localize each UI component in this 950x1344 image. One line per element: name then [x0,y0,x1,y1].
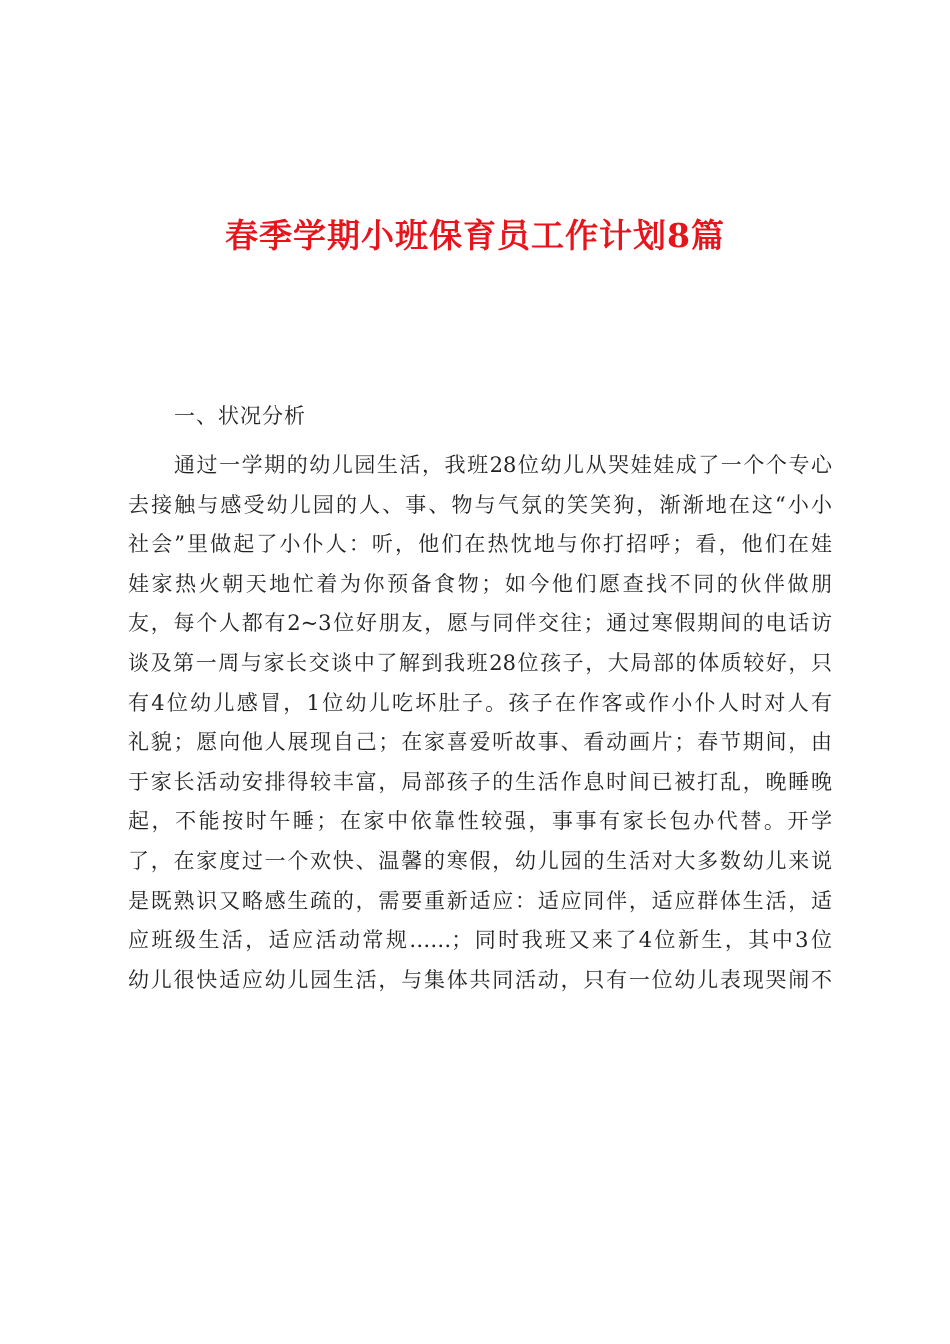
paragraph-line: 有4位幼儿感冒，1位幼儿吃坏肚子。孩子在作客或作小仆人时对人有 [128,690,832,715]
paragraph-line: 是既熟识又略感生疏的，需要重新适应：适应同伴，适应群体生活，适 [128,888,832,913]
document-title: 春季学期小班保育员工作计划8篇 [225,216,725,255]
section-heading: 一、状况分析 [174,404,306,428]
paragraph-line: 应班级生活，适应活动常规……；同时我班又来了4位新生，其中3位 [128,928,832,953]
paragraph-line: 通过一学期的幼儿园生活，我班28位幼儿从哭娃娃成了一个个专心 [174,453,832,477]
paragraph-line: 礼貌；愿向他人展现自己；在家喜爱听故事、看动画片；春节期间，由 [128,730,832,755]
paragraph-line: 友，每个人都有2~3位好朋友，愿与同伴交往；通过寒假期间的电话访 [128,611,832,636]
paragraph-line: 幼儿很快适应幼儿园生活，与集体共同活动，只有一位幼儿表现哭闹不 [128,967,832,992]
paragraph-line: 了，在家度过一个欢快、温馨的寒假，幼儿园的生活对大多数幼儿来说 [128,848,832,873]
paragraph-line: 去接触与感受幼儿园的人、事、物与气氛的笑笑狗，渐渐地在这“小小 [128,492,832,517]
paragraph-line: 于家长活动安排得较丰富，局部孩子的生活作息时间已被打乱，晚睡晚 [128,769,832,794]
paragraph-line: 社会”里做起了小仆人：听，他们在热忱地与你打招呼；看，他们在娃 [128,532,832,557]
body-paragraph [128,446,832,1000]
paragraph-line: 谈及第一周与家长交谈中了解到我班28位孩子，大局部的体质较好，只 [128,650,832,675]
paragraph-line: 娃家热火朝天地忙着为你预备食物；如今他们愿查找不同的伙伴做朋 [128,571,832,596]
paragraph-line: 起，不能按时午睡；在家中依靠性较强，事事有家长包办代替。开学 [128,809,832,834]
